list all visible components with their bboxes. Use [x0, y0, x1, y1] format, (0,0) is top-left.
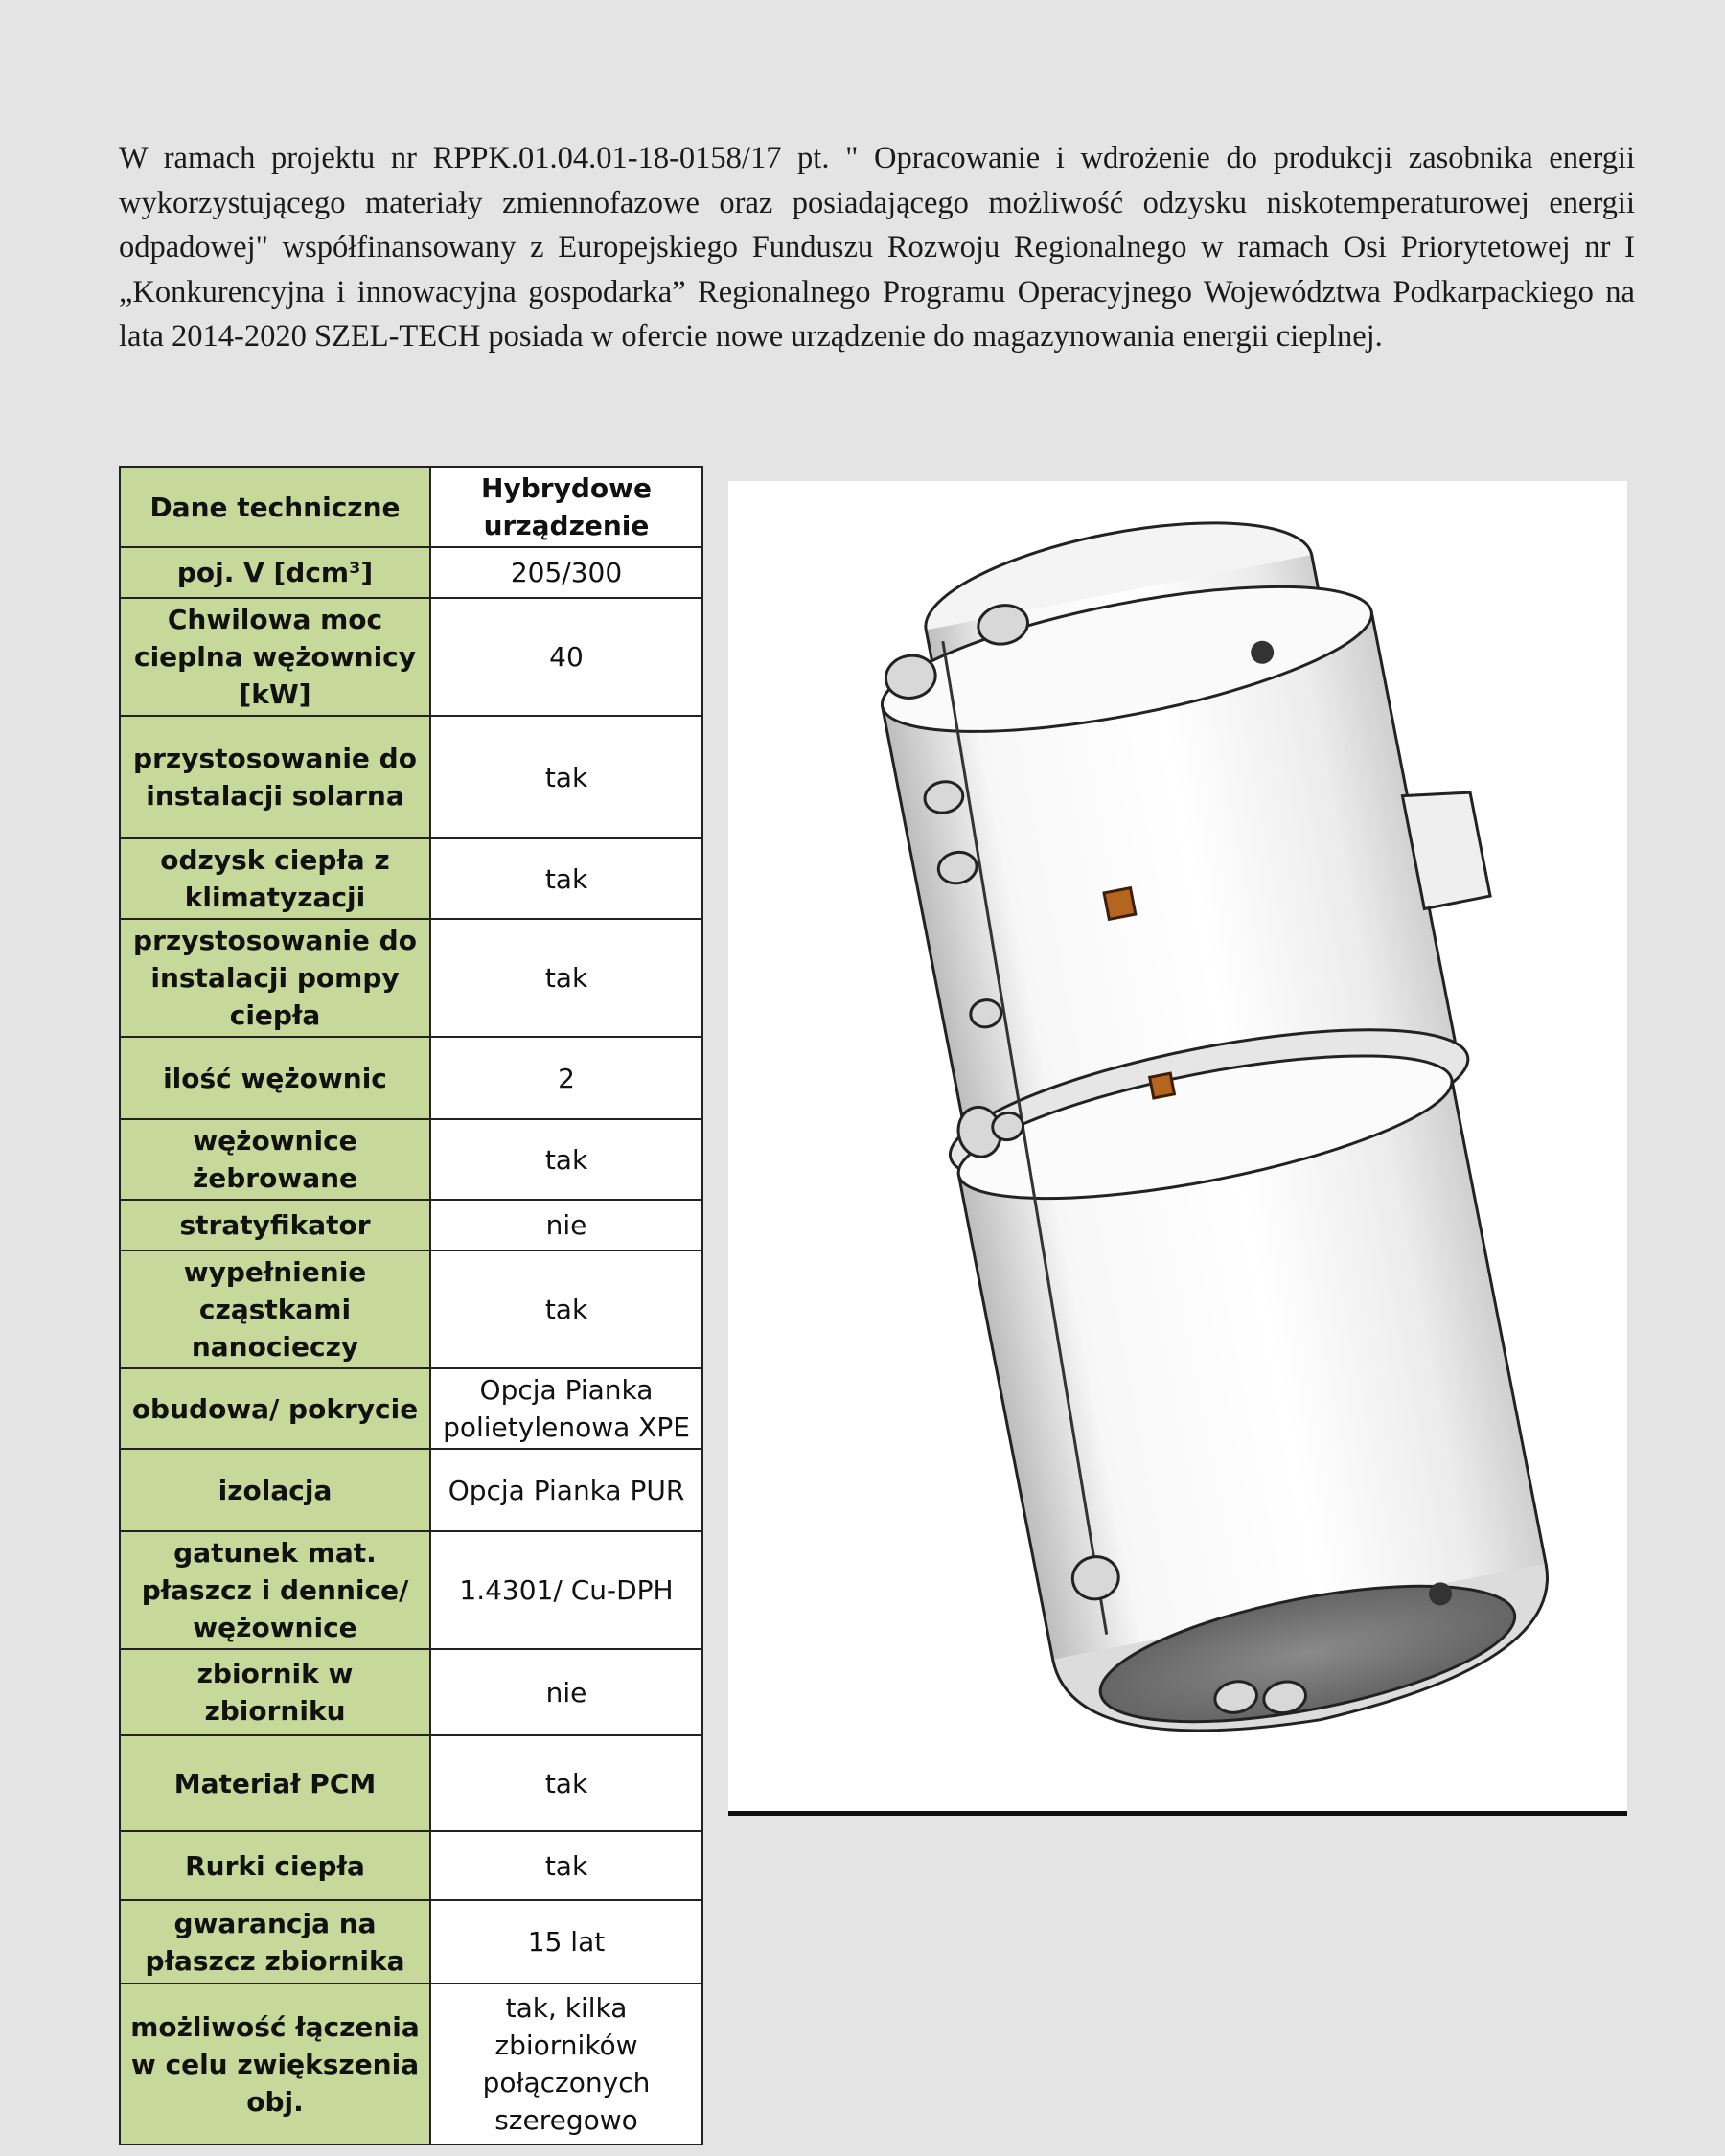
- row-param: wężownice żebrowane: [120, 1119, 430, 1200]
- row-param: gwarancja na płaszcz zbiornika: [120, 1900, 430, 1984]
- header-param: Dane techniczne: [120, 467, 430, 547]
- row-param: przystosowanie do instalacji solarna: [120, 716, 430, 838]
- table-header-row: [120, 467, 702, 547]
- row-param: ilość wężownic: [120, 1037, 430, 1119]
- row-value: tak: [430, 716, 702, 838]
- row-value: 205/300: [430, 547, 702, 598]
- row-param: Rurki ciepła: [120, 1831, 430, 1900]
- row-param: przystosowanie do instalacji pompy ciepła: [120, 919, 430, 1037]
- table-row: [120, 1200, 702, 1250]
- sensor-marker: [1104, 888, 1136, 920]
- table-row: [120, 1119, 702, 1200]
- row-param: gatunek mat. płaszcz i dennice/ wężownice: [120, 1531, 430, 1649]
- row-param: poj. V [dcm³]: [120, 547, 430, 598]
- row-param: możliwość łączenia w celu zwiększenia obj.: [120, 1984, 430, 2145]
- intro-paragraph: W ramach projektu nr RPPK.01.04.01-18-0158/17 pt. " Opracowanie i wdrożenie do produkcji zasobnika energii wykorzystującego materiały zmiennofazowe oraz posiadającego możliwość odzysku niskotemperaturowej energii odpadowej" współfinansowany z Europejskiego Funduszu Rozwoju Regionalnego w ramach Osi Priorytetowej nr I „Konkurencyjna i innowacyjna gospodarka” Regionalnego Programu Operacyjnego Województwa Podkarpackiego na lata 2014-2020 SZEL-TECH posiada w ofercie nowe urządzenie do magazynowania energii cieplnej.: [119, 141, 1635, 354]
- row-param: zbiornik w zbiorniku: [120, 1649, 430, 1735]
- table-row: [120, 716, 702, 838]
- row-param: stratyfikator: [120, 1200, 430, 1250]
- row-value: tak: [430, 1119, 702, 1200]
- table-row: [120, 1531, 702, 1649]
- row-value: 2: [430, 1037, 702, 1119]
- header-value: Hybrydowe urządzenie: [430, 467, 702, 547]
- table-row: [120, 1900, 702, 1984]
- row-value: tak: [430, 919, 702, 1037]
- figure-underline: [728, 1811, 1627, 1816]
- row-value: 40: [430, 598, 702, 716]
- storage-tank-illustration: [728, 481, 1627, 1811]
- row-param: Materiał PCM: [120, 1735, 430, 1831]
- table-row: [120, 598, 702, 716]
- row-param: wypełnienie cząstkami nanocieczy: [120, 1250, 430, 1368]
- table-row: [120, 1831, 702, 1900]
- row-value: tak: [430, 1250, 702, 1368]
- table-row: [120, 1037, 702, 1119]
- row-value: nie: [430, 1200, 702, 1250]
- row-param: odzysk ciepła z klimatyzacji: [120, 838, 430, 919]
- table-row: [120, 1649, 702, 1735]
- table-row: [120, 1449, 702, 1531]
- row-value: 1.4301/ Cu-DPH: [430, 1531, 702, 1649]
- table-row: [120, 1735, 702, 1831]
- row-value: Opcja Pianka PUR: [430, 1449, 702, 1531]
- tank-render-figure: [728, 481, 1627, 1811]
- table-row: [120, 838, 702, 919]
- table-row: [120, 1368, 702, 1449]
- row-value: tak, kilka zbiorników połączonych szeregowo: [430, 1984, 702, 2145]
- row-value: Opcja Pianka polietylenowa XPE: [430, 1368, 702, 1449]
- row-param: Chwilowa moc cieplna wężownicy [kW]: [120, 598, 430, 716]
- row-param: izolacja: [120, 1449, 430, 1531]
- table-row: [120, 1984, 702, 2145]
- table-row: [120, 919, 702, 1037]
- row-value: 15 lat: [430, 1900, 702, 1984]
- row-param: obudowa/ pokrycie: [120, 1368, 430, 1449]
- row-value: tak: [430, 1831, 702, 1900]
- row-value: nie: [430, 1649, 702, 1735]
- row-value: tak: [430, 838, 702, 919]
- table-row: [120, 547, 702, 598]
- row-value: tak: [430, 1735, 702, 1831]
- table-row: [120, 1250, 702, 1368]
- tech-spec-table: [119, 466, 703, 2145]
